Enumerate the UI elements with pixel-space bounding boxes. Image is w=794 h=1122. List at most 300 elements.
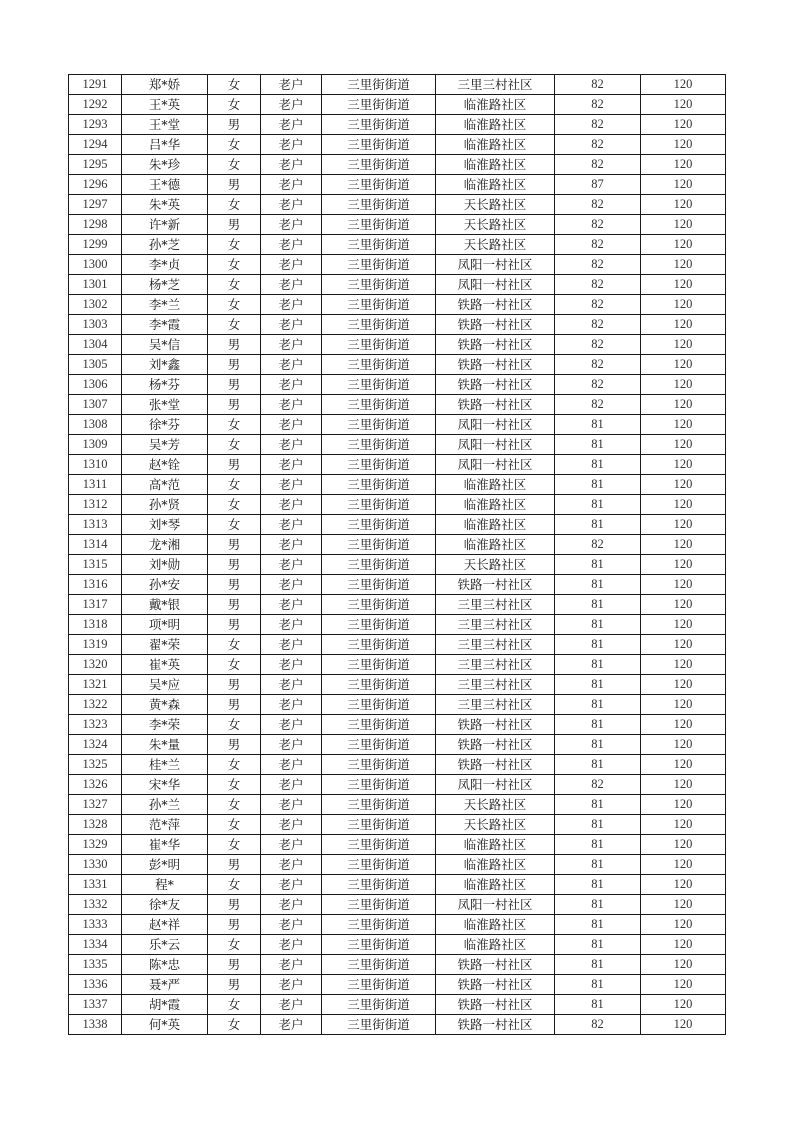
name-cell: 李*贞 (122, 255, 208, 275)
gender-cell: 男 (208, 615, 261, 635)
name-cell: 吴*芳 (122, 435, 208, 455)
community-cell: 铁路一村社区 (436, 295, 555, 315)
amount-cell: 120 (641, 675, 726, 695)
household-type-cell: 老户 (261, 135, 322, 155)
household-type-cell: 老户 (261, 335, 322, 355)
table-row (69, 775, 726, 795)
amount-cell: 120 (641, 895, 726, 915)
table-row (69, 935, 726, 955)
table-row (69, 575, 726, 595)
name-cell: 孙*芝 (122, 235, 208, 255)
name-cell: 黄*森 (122, 695, 208, 715)
age-cell: 81 (555, 735, 641, 755)
gender-cell: 男 (208, 175, 261, 195)
age-cell: 81 (555, 815, 641, 835)
amount-cell: 120 (641, 595, 726, 615)
community-cell: 铁路一村社区 (436, 755, 555, 775)
gender-cell: 男 (208, 895, 261, 915)
street-cell: 三里街街道 (322, 175, 436, 195)
name-cell: 朱*英 (122, 195, 208, 215)
household-type-cell: 老户 (261, 735, 322, 755)
household-type-cell: 老户 (261, 555, 322, 575)
street-cell: 三里街街道 (322, 515, 436, 535)
community-cell: 临淮路社区 (436, 875, 555, 895)
name-cell: 崔*华 (122, 835, 208, 855)
household-type-cell: 老户 (261, 775, 322, 795)
household-type-cell: 老户 (261, 95, 322, 115)
table-row (69, 655, 726, 675)
table-row (69, 355, 726, 375)
amount-cell: 120 (641, 955, 726, 975)
table-row (69, 1015, 726, 1035)
table-row (69, 675, 726, 695)
row-number-cell: 1337 (69, 995, 122, 1015)
table-row (69, 955, 726, 975)
household-type-cell: 老户 (261, 495, 322, 515)
table-row (69, 615, 726, 635)
row-number-cell: 1333 (69, 915, 122, 935)
amount-cell: 120 (641, 635, 726, 655)
household-type-cell: 老户 (261, 255, 322, 275)
roster-table (68, 74, 726, 1035)
household-type-cell: 老户 (261, 355, 322, 375)
name-cell: 李*荣 (122, 715, 208, 735)
name-cell: 郑*娇 (122, 75, 208, 95)
name-cell: 吕*华 (122, 135, 208, 155)
row-number-cell: 1328 (69, 815, 122, 835)
community-cell: 天长路社区 (436, 215, 555, 235)
row-number-cell: 1312 (69, 495, 122, 515)
name-cell: 孙*兰 (122, 795, 208, 815)
amount-cell: 120 (641, 495, 726, 515)
household-type-cell: 老户 (261, 595, 322, 615)
gender-cell: 男 (208, 535, 261, 555)
household-type-cell: 老户 (261, 535, 322, 555)
community-cell: 铁路一村社区 (436, 335, 555, 355)
gender-cell: 男 (208, 395, 261, 415)
street-cell: 三里街街道 (322, 315, 436, 335)
table-row (69, 895, 726, 915)
age-cell: 82 (555, 215, 641, 235)
age-cell: 82 (555, 395, 641, 415)
street-cell: 三里街街道 (322, 795, 436, 815)
amount-cell: 120 (641, 135, 726, 155)
community-cell: 临淮路社区 (436, 915, 555, 935)
row-number-cell: 1291 (69, 75, 122, 95)
amount-cell: 120 (641, 575, 726, 595)
age-cell: 82 (555, 135, 641, 155)
household-type-cell: 老户 (261, 575, 322, 595)
gender-cell: 女 (208, 775, 261, 795)
amount-cell: 120 (641, 155, 726, 175)
row-number-cell: 1292 (69, 95, 122, 115)
street-cell: 三里街街道 (322, 655, 436, 675)
amount-cell: 120 (641, 195, 726, 215)
amount-cell: 120 (641, 835, 726, 855)
row-number-cell: 1320 (69, 655, 122, 675)
household-type-cell: 老户 (261, 515, 322, 535)
household-type-cell: 老户 (261, 395, 322, 415)
age-cell: 81 (555, 995, 641, 1015)
row-number-cell: 1310 (69, 455, 122, 475)
street-cell: 三里街街道 (322, 1015, 436, 1035)
household-type-cell: 老户 (261, 115, 322, 135)
name-cell: 彭*明 (122, 855, 208, 875)
gender-cell: 男 (208, 735, 261, 755)
street-cell: 三里街街道 (322, 195, 436, 215)
gender-cell: 女 (208, 75, 261, 95)
age-cell: 81 (555, 575, 641, 595)
street-cell: 三里街街道 (322, 155, 436, 175)
age-cell: 81 (555, 455, 641, 475)
amount-cell: 120 (641, 915, 726, 935)
gender-cell: 女 (208, 1015, 261, 1035)
age-cell: 81 (555, 915, 641, 935)
row-number-cell: 1315 (69, 555, 122, 575)
amount-cell: 120 (641, 355, 726, 375)
row-number-cell: 1317 (69, 595, 122, 615)
street-cell: 三里街街道 (322, 415, 436, 435)
street-cell: 三里街街道 (322, 295, 436, 315)
community-cell: 临淮路社区 (436, 135, 555, 155)
street-cell: 三里街街道 (322, 855, 436, 875)
street-cell: 三里街街道 (322, 955, 436, 975)
age-cell: 81 (555, 935, 641, 955)
street-cell: 三里街街道 (322, 75, 436, 95)
amount-cell: 120 (641, 275, 726, 295)
street-cell: 三里街街道 (322, 275, 436, 295)
community-cell: 临淮路社区 (436, 155, 555, 175)
table-row (69, 835, 726, 855)
row-number-cell: 1316 (69, 575, 122, 595)
age-cell: 82 (555, 1015, 641, 1035)
row-number-cell: 1305 (69, 355, 122, 375)
household-type-cell: 老户 (261, 175, 322, 195)
amount-cell: 120 (641, 95, 726, 115)
community-cell: 铁路一村社区 (436, 975, 555, 995)
row-number-cell: 1314 (69, 535, 122, 555)
community-cell: 临淮路社区 (436, 935, 555, 955)
table-row (69, 555, 726, 575)
name-cell: 杨*芬 (122, 375, 208, 395)
street-cell: 三里街街道 (322, 875, 436, 895)
name-cell: 杨*芝 (122, 275, 208, 295)
household-type-cell: 老户 (261, 415, 322, 435)
household-type-cell: 老户 (261, 955, 322, 975)
age-cell: 81 (555, 875, 641, 895)
community-cell: 凤阳一村社区 (436, 275, 555, 295)
table-row (69, 395, 726, 415)
name-cell: 桂*兰 (122, 755, 208, 775)
name-cell: 戴*银 (122, 595, 208, 615)
age-cell: 81 (555, 715, 641, 735)
amount-cell: 120 (641, 415, 726, 435)
amount-cell: 120 (641, 615, 726, 635)
table-row (69, 595, 726, 615)
table-row (69, 435, 726, 455)
gender-cell: 女 (208, 435, 261, 455)
street-cell: 三里街街道 (322, 375, 436, 395)
name-cell: 胡*霞 (122, 995, 208, 1015)
table-row (69, 115, 726, 135)
gender-cell: 女 (208, 415, 261, 435)
name-cell: 范*萍 (122, 815, 208, 835)
street-cell: 三里街街道 (322, 455, 436, 475)
community-cell: 铁路一村社区 (436, 375, 555, 395)
amount-cell: 120 (641, 335, 726, 355)
gender-cell: 男 (208, 575, 261, 595)
amount-cell: 120 (641, 75, 726, 95)
row-number-cell: 1302 (69, 295, 122, 315)
row-number-cell: 1309 (69, 435, 122, 455)
community-cell: 铁路一村社区 (436, 355, 555, 375)
household-type-cell: 老户 (261, 195, 322, 215)
community-cell: 临淮路社区 (436, 835, 555, 855)
table-row (69, 255, 726, 275)
household-type-cell: 老户 (261, 895, 322, 915)
age-cell: 81 (555, 975, 641, 995)
amount-cell: 120 (641, 555, 726, 575)
street-cell: 三里街街道 (322, 555, 436, 575)
age-cell: 81 (555, 895, 641, 915)
gender-cell: 男 (208, 855, 261, 875)
amount-cell: 120 (641, 315, 726, 335)
name-cell: 朱*量 (122, 735, 208, 755)
row-number-cell: 1323 (69, 715, 122, 735)
name-cell: 许*新 (122, 215, 208, 235)
street-cell: 三里街街道 (322, 835, 436, 855)
gender-cell: 女 (208, 515, 261, 535)
street-cell: 三里街街道 (322, 535, 436, 555)
amount-cell: 120 (641, 255, 726, 275)
age-cell: 81 (555, 695, 641, 715)
row-number-cell: 1327 (69, 795, 122, 815)
name-cell: 崔*英 (122, 655, 208, 675)
amount-cell: 120 (641, 1015, 726, 1035)
table-row (69, 915, 726, 935)
household-type-cell: 老户 (261, 75, 322, 95)
street-cell: 三里街街道 (322, 435, 436, 455)
row-number-cell: 1303 (69, 315, 122, 335)
row-number-cell: 1306 (69, 375, 122, 395)
community-cell: 天长路社区 (436, 815, 555, 835)
name-cell: 李*霞 (122, 315, 208, 335)
gender-cell: 男 (208, 335, 261, 355)
community-cell: 三里三村社区 (436, 615, 555, 635)
household-type-cell: 老户 (261, 155, 322, 175)
gender-cell: 男 (208, 355, 261, 375)
street-cell: 三里街街道 (322, 575, 436, 595)
table-row (69, 335, 726, 355)
street-cell: 三里街街道 (322, 935, 436, 955)
amount-cell: 120 (641, 735, 726, 755)
amount-cell: 120 (641, 175, 726, 195)
gender-cell: 女 (208, 755, 261, 775)
name-cell: 朱*珍 (122, 155, 208, 175)
household-type-cell: 老户 (261, 835, 322, 855)
name-cell: 李*兰 (122, 295, 208, 315)
age-cell: 81 (555, 415, 641, 435)
table-row (69, 815, 726, 835)
age-cell: 81 (555, 955, 641, 975)
age-cell: 81 (555, 795, 641, 815)
street-cell: 三里街街道 (322, 595, 436, 615)
row-number-cell: 1311 (69, 475, 122, 495)
name-cell: 徐*友 (122, 895, 208, 915)
gender-cell: 女 (208, 935, 261, 955)
street-cell: 三里街街道 (322, 475, 436, 495)
gender-cell: 男 (208, 215, 261, 235)
gender-cell: 男 (208, 455, 261, 475)
community-cell: 铁路一村社区 (436, 715, 555, 735)
community-cell: 三里三村社区 (436, 695, 555, 715)
row-number-cell: 1301 (69, 275, 122, 295)
table-row (69, 215, 726, 235)
community-cell: 临淮路社区 (436, 175, 555, 195)
household-type-cell: 老户 (261, 715, 322, 735)
gender-cell: 女 (208, 875, 261, 895)
community-cell: 铁路一村社区 (436, 955, 555, 975)
name-cell: 吴*信 (122, 335, 208, 355)
household-type-cell: 老户 (261, 375, 322, 395)
row-number-cell: 1331 (69, 875, 122, 895)
name-cell: 翟*荣 (122, 635, 208, 655)
amount-cell: 120 (641, 375, 726, 395)
age-cell: 81 (555, 515, 641, 535)
gender-cell: 女 (208, 635, 261, 655)
street-cell: 三里街街道 (322, 915, 436, 935)
street-cell: 三里街街道 (322, 335, 436, 355)
table-row (69, 275, 726, 295)
name-cell: 赵*祥 (122, 915, 208, 935)
age-cell: 81 (555, 855, 641, 875)
community-cell: 铁路一村社区 (436, 575, 555, 595)
row-number-cell: 1299 (69, 235, 122, 255)
gender-cell: 女 (208, 315, 261, 335)
row-number-cell: 1332 (69, 895, 122, 915)
age-cell: 82 (555, 355, 641, 375)
amount-cell: 120 (641, 755, 726, 775)
age-cell: 81 (555, 495, 641, 515)
name-cell: 项*明 (122, 615, 208, 635)
street-cell: 三里街街道 (322, 635, 436, 655)
community-cell: 临淮路社区 (436, 495, 555, 515)
age-cell: 82 (555, 335, 641, 355)
row-number-cell: 1308 (69, 415, 122, 435)
community-cell: 天长路社区 (436, 795, 555, 815)
table-row (69, 755, 726, 775)
community-cell: 天长路社区 (436, 235, 555, 255)
table-row (69, 515, 726, 535)
table-row (69, 535, 726, 555)
gender-cell: 男 (208, 675, 261, 695)
age-cell: 82 (555, 255, 641, 275)
name-cell: 孙*安 (122, 575, 208, 595)
community-cell: 三里三村社区 (436, 655, 555, 675)
gender-cell: 女 (208, 715, 261, 735)
age-cell: 81 (555, 595, 641, 615)
community-cell: 临淮路社区 (436, 535, 555, 555)
street-cell: 三里街街道 (322, 695, 436, 715)
age-cell: 82 (555, 275, 641, 295)
household-type-cell: 老户 (261, 935, 322, 955)
gender-cell: 女 (208, 135, 261, 155)
age-cell: 82 (555, 775, 641, 795)
gender-cell: 女 (208, 475, 261, 495)
street-cell: 三里街街道 (322, 735, 436, 755)
age-cell: 82 (555, 535, 641, 555)
age-cell: 82 (555, 375, 641, 395)
name-cell: 吴*应 (122, 675, 208, 695)
row-number-cell: 1318 (69, 615, 122, 635)
community-cell: 铁路一村社区 (436, 735, 555, 755)
row-number-cell: 1304 (69, 335, 122, 355)
age-cell: 82 (555, 235, 641, 255)
row-number-cell: 1324 (69, 735, 122, 755)
table-row (69, 155, 726, 175)
household-type-cell: 老户 (261, 235, 322, 255)
age-cell: 81 (555, 835, 641, 855)
household-type-cell: 老户 (261, 435, 322, 455)
amount-cell: 120 (641, 815, 726, 835)
name-cell: 高*范 (122, 475, 208, 495)
age-cell: 81 (555, 675, 641, 695)
community-cell: 临淮路社区 (436, 475, 555, 495)
community-cell: 三里三村社区 (436, 675, 555, 695)
age-cell: 82 (555, 295, 641, 315)
amount-cell: 120 (641, 855, 726, 875)
name-cell: 陈*忠 (122, 955, 208, 975)
community-cell: 临淮路社区 (436, 115, 555, 135)
table-row (69, 635, 726, 655)
amount-cell: 120 (641, 295, 726, 315)
row-number-cell: 1296 (69, 175, 122, 195)
community-cell: 凤阳一村社区 (436, 415, 555, 435)
street-cell: 三里街街道 (322, 95, 436, 115)
amount-cell: 120 (641, 395, 726, 415)
community-cell: 铁路一村社区 (436, 315, 555, 335)
gender-cell: 女 (208, 795, 261, 815)
age-cell: 82 (555, 315, 641, 335)
gender-cell: 男 (208, 915, 261, 935)
table-row (69, 855, 726, 875)
age-cell: 82 (555, 95, 641, 115)
amount-cell: 120 (641, 515, 726, 535)
table-row (69, 415, 726, 435)
name-cell: 龙*湘 (122, 535, 208, 555)
gender-cell: 女 (208, 275, 261, 295)
street-cell: 三里街街道 (322, 215, 436, 235)
amount-cell: 120 (641, 975, 726, 995)
row-number-cell: 1293 (69, 115, 122, 135)
row-number-cell: 1319 (69, 635, 122, 655)
name-cell: 张*堂 (122, 395, 208, 415)
household-type-cell: 老户 (261, 295, 322, 315)
community-cell: 凤阳一村社区 (436, 895, 555, 915)
street-cell: 三里街街道 (322, 395, 436, 415)
name-cell: 孙*贤 (122, 495, 208, 515)
household-type-cell: 老户 (261, 675, 322, 695)
row-number-cell: 1322 (69, 695, 122, 715)
gender-cell: 女 (208, 155, 261, 175)
amount-cell: 120 (641, 475, 726, 495)
household-type-cell: 老户 (261, 815, 322, 835)
household-type-cell: 老户 (261, 615, 322, 635)
street-cell: 三里街街道 (322, 975, 436, 995)
amount-cell: 120 (641, 235, 726, 255)
table-row (69, 975, 726, 995)
gender-cell: 女 (208, 95, 261, 115)
